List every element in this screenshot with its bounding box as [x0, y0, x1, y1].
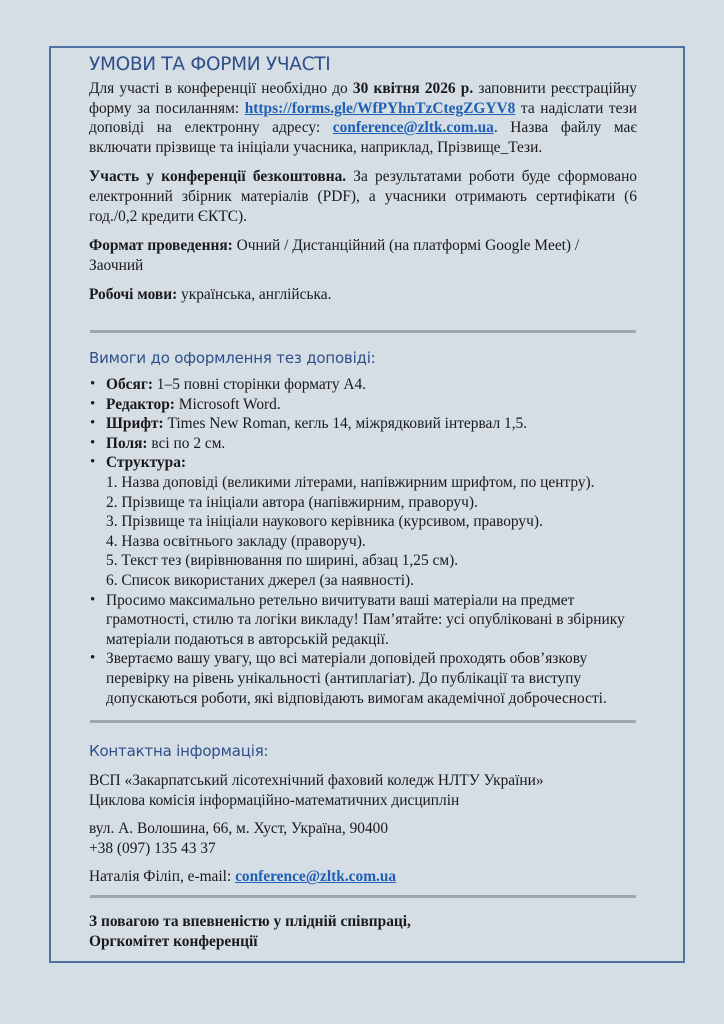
requirements-list: [89, 375, 637, 708]
section-title-requirements: Вимоги до оформлення тез доповіді:: [89, 349, 376, 367]
bullet-icon: •: [90, 395, 96, 412]
contact-person: [89, 867, 637, 887]
contact-section: [89, 740, 637, 887]
text: . Назва файлу має включати прізвище та ініціали учасника, наприклад, Прізвище_Тези.: [89, 119, 637, 156]
organization-name: ВСП «Закарпатський лісотехнічний фаховий коледж НЛТУ України»: [89, 772, 544, 789]
closing-line: [89, 912, 637, 932]
signature-text: Оргкомітет конференції: [89, 932, 258, 950]
list-item: [89, 453, 637, 590]
languages-paragraph: [89, 285, 637, 305]
list-item: [89, 649, 637, 708]
bold-label: Формат проведення:: [89, 237, 233, 255]
list-item: [89, 395, 637, 415]
bold-label: Участь у конференції безкоштовна.: [89, 168, 347, 186]
address: вул. А. Волошина, 66, м. Хуст, Україна, 90400: [89, 820, 389, 838]
bold-label: Поля:: [106, 434, 148, 452]
text: Звертаємо вашу увагу, що всі матеріали доповідей проходять обов’язкову перевірку на рівень унікальності (антиплагіат). До публікації та виступу допускаються роботи, які відповідають вимогам академічної доброчесності.: [106, 650, 607, 707]
text: всі по 2 см.: [147, 434, 226, 452]
contact-email-link[interactable]: conference@zltk.com.ua: [235, 868, 397, 886]
bold-label: Шрифт:: [106, 415, 164, 433]
divider: [90, 720, 636, 723]
list-item: [89, 414, 637, 434]
text: Просимо максимально ретельно вичитувати ваші матеріали на предмет грамотності, стилю та логіки викладу! Пам’ятайте: усі опубліковані в збірнику матеріали подаються в авторській редакції.: [106, 591, 625, 648]
text: та надіслати тези доповіді на електронну адресу:: [89, 99, 637, 137]
list-item: [89, 591, 637, 650]
format-paragraph: [89, 236, 637, 275]
text: заповнити реєстраційну форму за посиланням:: [89, 80, 637, 117]
bullet-icon: •: [90, 415, 96, 432]
bold-label: Обсяг:: [106, 376, 153, 393]
structure-item: 6. Список використаних джерел (за наявності).: [106, 571, 414, 589]
bullet-icon: •: [90, 434, 96, 451]
text: українська, англійська.: [177, 286, 332, 304]
text: 1–5 повні сторінки формату А4.: [152, 376, 367, 393]
free-participation-paragraph: [89, 167, 637, 226]
text: Наталія Філіп, e-mail:: [89, 868, 236, 886]
signature-line: [89, 932, 637, 952]
structure-item: 1. Назва доповіді (великими літерами, напівжирним шрифтом, по центру).: [106, 473, 595, 491]
bullet-icon: •: [90, 376, 96, 392]
section-title-participation: УМОВИ ТА ФОРМИ УЧАСТІ: [89, 54, 331, 75]
bullet-icon: •: [90, 650, 96, 667]
conference-email-link[interactable]: conference@zltk.com.ua: [332, 119, 494, 137]
text: За результатами роботи буде сформовано електронний збірник матеріалів (PDF), а учасники отримають сертифікати (6 год./0,2 кредити ЄКТС).: [89, 168, 637, 225]
registration-paragraph: [89, 79, 637, 157]
bold-label: Робочі мови:: [89, 286, 178, 304]
text: Microsoft Word.: [174, 395, 281, 413]
phone: +38 (097) 135 43 37: [89, 839, 216, 857]
deadline-date: 30 квітня 2026 р.: [352, 80, 474, 97]
list-item: [89, 434, 637, 454]
list-item: [89, 375, 637, 395]
closing-section: [89, 912, 637, 951]
bold-label: Структура:: [106, 454, 187, 472]
structure-item: 3. Прізвище та ініціали наукового керівника (курсивом, праворуч).: [106, 513, 543, 531]
requirements-section: [89, 347, 637, 708]
structure-item: 4. Назва освітнього закладу (праворуч).: [106, 532, 366, 550]
divider: [90, 895, 636, 898]
structure-item: 5. Текст тез (вирівнювання по ширині, абзац 1,25 см).: [106, 552, 459, 570]
divider: [90, 330, 636, 333]
structure-list: [106, 473, 637, 591]
bold-label: Редактор:: [106, 395, 175, 413]
bullet-icon: •: [90, 454, 96, 471]
text: Для участі в конференції необхідно до: [89, 80, 353, 97]
department-name: Циклова комісія інформаційно-математичних дисциплін: [89, 791, 460, 809]
document-content: [89, 52, 637, 305]
bullet-icon: •: [90, 591, 96, 608]
structure-item: 2. Прізвище та ініціали автора (напівжирним, праворуч).: [106, 493, 478, 511]
closing-text: З повагою та впевненістю у плідній співпраці,: [89, 913, 411, 930]
registration-form-link[interactable]: https://forms.gle/WfPYhnTzCtegZGYV8: [244, 99, 516, 117]
text: Очний / Дистанційний (на платформі Google Meet) / Заочний: [89, 237, 580, 274]
text: Times New Roman, кегль 14, міжрядковий інтервал 1,5.: [163, 415, 528, 433]
section-title-contacts: Контактна інформація:: [89, 742, 269, 760]
